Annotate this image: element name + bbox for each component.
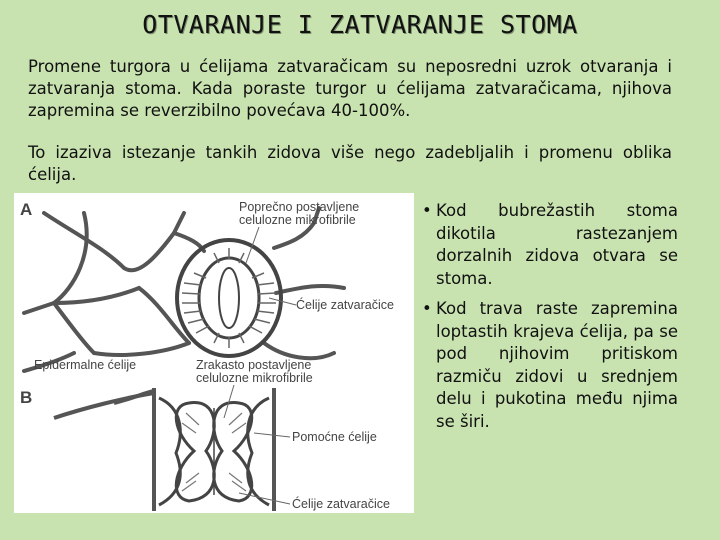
transverse-label-2: celulozne mikrofibrile <box>239 213 356 227</box>
bullet-list <box>420 200 678 441</box>
guard-cells-a-label: Ćelije zatvaračice <box>296 298 394 312</box>
slide-title: OTVARANJE I ZATVARANJE STOMA <box>142 10 578 39</box>
bullet-grass: • Kod trava raste zapremina loptastih krajeva ćelija, pa se pod njihovim pritiskom razmiču zidovi u srednjem delu i pukotina među njima se širi. <box>420 298 678 433</box>
panel-b-walls <box>54 388 274 511</box>
radial-label-1: Zrakasto postavljene <box>196 358 312 372</box>
transverse-label-1: Poprečno postavljene <box>239 200 360 214</box>
panel-b-label: B <box>20 388 33 407</box>
guard-cells-b-label: Ćelije zatvaračice <box>292 497 390 511</box>
bullet-dicot: • Kod bubrežastih stoma dikotila rastezanjem dorzalnih zidova otvara se stoma. <box>420 200 678 290</box>
second-paragraph: To izaziva istezanje tankih zidova više nego zadebljalih i promenu oblika ćelija. <box>28 143 672 184</box>
panel-a-label: A <box>20 200 33 219</box>
panel-a-cell-walls <box>24 208 344 371</box>
subsidiary-label: Pomoćne ćelije <box>292 430 377 444</box>
radial-label-2: celulozne mikrofibrile <box>196 371 313 385</box>
stoma-diagram <box>14 193 414 513</box>
intro-paragraph: Promene turgora u ćelijama zatvaračicam su neposredni uzrok otvaranja i zatvaranja stoma. Kada poraste turgor u ćelijama zatvaračicama, njihova zapremina se reverzibilno povećava 40-100%. <box>28 57 672 120</box>
epidermal-label: Epidermalne ćelije <box>34 358 137 372</box>
panel-b-guard-cells <box>159 398 269 505</box>
panel-a-guard-cells <box>177 240 281 356</box>
